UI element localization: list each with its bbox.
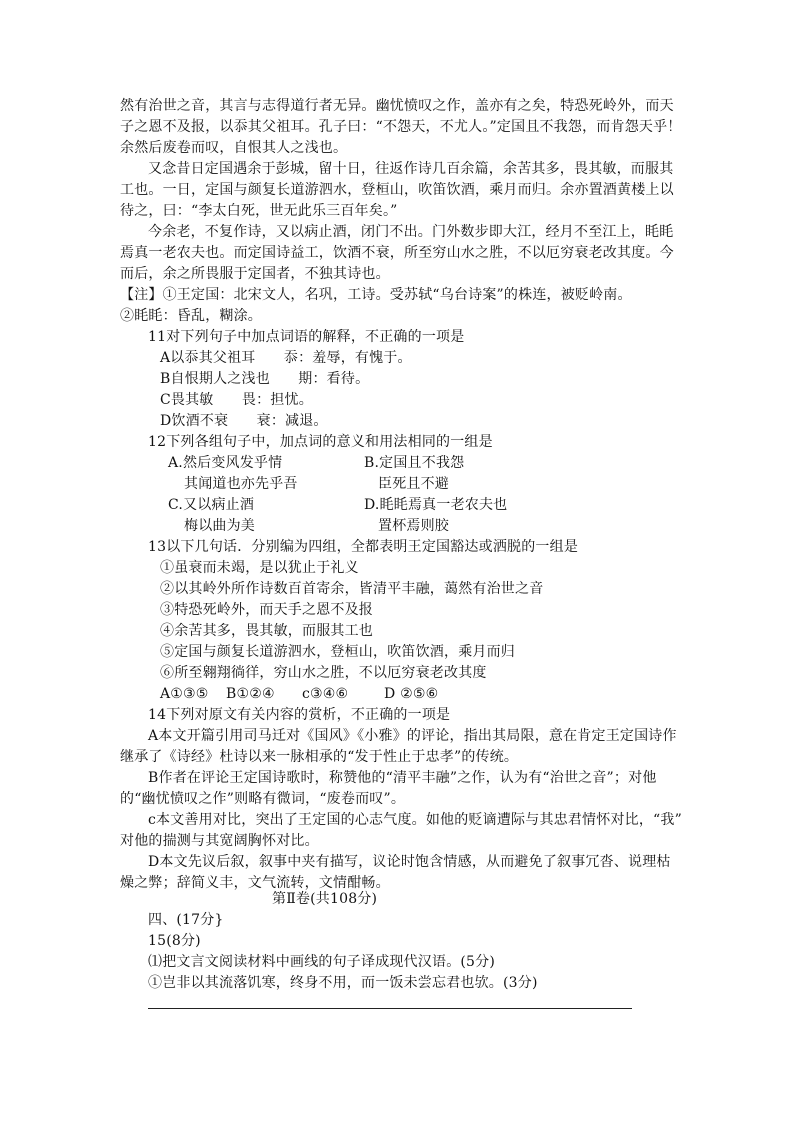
question-12-option-c-sub: 梅以曲为美 xyxy=(184,518,255,534)
question-13-item: ②以其岭外所作诗数百首寄余，皆清平丰融，蔼然有治世之音 xyxy=(160,581,544,597)
question-11-option: C畏其敏 畏：担忧。 xyxy=(160,392,313,408)
question-14-line: c本文善用对比，突出了王定国的心志气度。如他的贬谪遭际与其忠君情怀对比，“我” xyxy=(148,812,682,828)
question-14-line: 燥之弊；辞简义丰，文气流转，文情酣畅。 xyxy=(120,875,390,891)
question-14-stem: 14下列对原文有关内容的赏析，不正确的一项是 xyxy=(148,707,451,723)
passage-line: 工也。一日，定国与颜复长道游泗水，登桓山，吹笛饮酒，乘月而归。余亦置酒黄楼上以 xyxy=(120,182,674,198)
question-12-option-d: D.眊眊焉真一老农夫也 xyxy=(364,497,508,513)
passage-line: 待之，曰：“李太白死，世无此乐三百年矣。” xyxy=(120,203,398,219)
question-14-line: 对他的揣测与其宽阔胸怀对比。 xyxy=(120,833,319,849)
question-15-heading: 15(8分) xyxy=(148,933,201,949)
part-heading: 四、(17分} xyxy=(148,912,224,928)
passage-line: 余然后废卷而叹，自恨其人之浅也。 xyxy=(120,140,348,156)
question-14-line: 的“幽忧愤叹之作”则略有微词，“废卷而叹”。 xyxy=(120,791,406,807)
question-11-option: D饮酒不衰 衰：减退。 xyxy=(160,413,328,429)
question-13-item: ⑥所至翱翔徜徉，穷山水之胜，不以厄穷衰老改其度 xyxy=(160,665,487,681)
passage-line: 又念昔日定国遇余于彭城，留十日，往返作诗几百余篇，余苦其多，畏其敏，而服其 xyxy=(148,161,674,177)
note-line: 【注】①王定国：北宋文人，名巩，工诗。受苏轼“乌台诗案”的株连，被贬岭南。 xyxy=(120,287,632,303)
question-12-option-d-sub: 置杯焉则胶 xyxy=(378,518,449,534)
question-12-option-a: A.然后变风发乎情 xyxy=(168,455,283,471)
question-12-option-a-sub: 其闻道也亦先乎吾 xyxy=(184,476,298,492)
question-12-stem: 12下列各组句子中，加点词的意义和用法相同的一组是 xyxy=(148,434,493,450)
answer-line xyxy=(148,1008,632,1009)
question-13-stem: 13以下几句话．分别编为四组，全都表明王定国豁达或洒脱的一组是 xyxy=(148,539,579,555)
question-13-item: ④余苦其多，畏其敏，而服其工也 xyxy=(160,623,373,639)
question-13-option-d: D ②⑤⑥ xyxy=(384,686,439,702)
question-11-option: A以忝其父祖耳 忝：羞辱，有愧于。 xyxy=(160,350,412,366)
question-12-option-b: B.定国且不我怨 xyxy=(364,455,465,471)
question-12-option-b-sub: 臣死且不避 xyxy=(378,476,449,492)
question-13-option-c: c③④⑥ xyxy=(302,686,349,702)
question-15-1-1: ①岂非以其流落饥寒，终身不用，而一饭未尝忘君也欤。(3分) xyxy=(148,975,538,991)
note-line: ②眊眊：昏乱，糊涂。 xyxy=(120,308,262,324)
passage-line: 然有治世之音，其言与志得道行者无异。幽忧愤叹之作，盖亦有之矣，特恐死岭外，而天 xyxy=(120,98,674,114)
question-14-line: 继承了《诗经》杜诗以来一脉相承的“发于性止于忠孝”的传统。 xyxy=(120,749,519,765)
question-13-item: ③特恐死岭外，而天手之恩不及报 xyxy=(160,602,373,618)
question-12-option-c: C.又以病止酒 xyxy=(168,497,255,513)
passage-line: 子之恩不及报，以忝其父祖耳。孔子曰：“不怨天，不尤人。”定国且不我怨，而肯怨天乎！ xyxy=(120,119,682,135)
question-13-option-a: A①③⑤ xyxy=(160,686,209,702)
question-11-stem: 11对下列句子中加点词语的解释，不正确的一项是 xyxy=(148,329,465,345)
question-11-option: B自恨期人之浅也 期：看待。 xyxy=(160,371,370,387)
section-title: 第Ⅱ卷(共108分) xyxy=(272,891,378,907)
passage-line: 今余老，不复作诗，又以病止酒，闭门不出。门外数步即大江，经月不至江上，眊眊 xyxy=(148,224,674,240)
question-13-option-b: B①②④ xyxy=(226,686,275,702)
question-14-line: A本文开篇引用司马迁对《国风》《小雅》的评论，指出其局限，意在肯定王定国诗作 xyxy=(148,728,677,744)
question-13-item: ⑤定国与颜复长道游泗水，登桓山，吹笛饮酒，乘月而归 xyxy=(160,644,515,660)
passage-line: 而后，余之所畏服于定国者，不独其诗也。 xyxy=(120,266,390,282)
passage-line: 焉真一老农夫也。而定国诗益工，饮酒不衰，所至穷山水之胜，不以厄穷衰老改其度。今 xyxy=(120,245,674,261)
question-14-line: B作者在评论王定国诗歌时，称赞他的“清平丰融”之作，认为有“治世之音”；对他 xyxy=(148,770,657,786)
question-14-line: D本文先议后叙，叙事中夹有描写，议论时饱含情感，从而避免了叙事冗沓、说理枯 xyxy=(148,854,671,870)
question-15-1: ⑴把文言文阅读材料中画线的句子译成现代汉语。(5分) xyxy=(148,954,496,970)
question-13-item: ①虽衰而未竭，是以犹止于礼义 xyxy=(160,560,359,576)
